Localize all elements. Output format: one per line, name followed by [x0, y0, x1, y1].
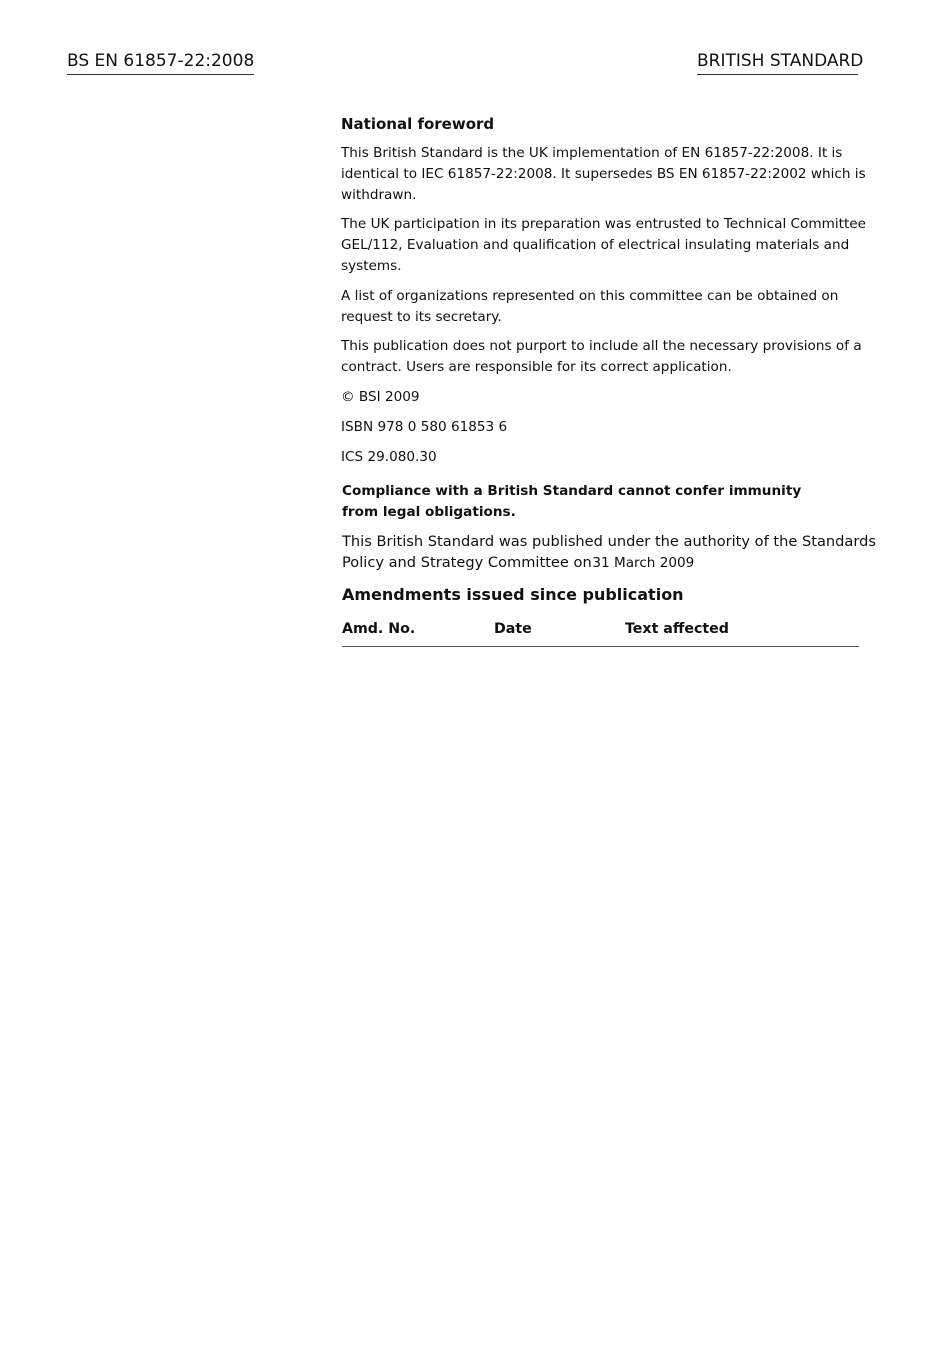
header-standard-label: BRITISH STANDARD: [697, 50, 858, 75]
isbn-line: ISBN 978 0 580 61853 6: [341, 418, 508, 435]
compliance-statement: Compliance with a British Standard cannot confer immunity from legal obligations.: [342, 483, 802, 521]
amendments-column-number: Amd. No.: [342, 620, 416, 637]
header-document-number: BS EN 61857-22:2008: [67, 50, 254, 75]
foreword-paragraph-provisions: This publication does not purport to include all the necessary provisions of a contract. Users are responsible for its correct application.: [341, 338, 862, 376]
amendments-table-header: [342, 618, 859, 647]
foreword-paragraph-organizations: A list of organizations represented on this committee can be obtained on request to its secretary.: [341, 287, 839, 325]
amendments-title: Amendments issued since publication: [342, 584, 684, 604]
amendments-column-text-affected: Text affected: [625, 620, 729, 637]
publication-date: 31 March 2009: [592, 554, 695, 571]
publication-text: This British Standard was published under the authority of the Standards Policy and Strategy Committee on: [342, 532, 876, 571]
foreword-heading: National foreword: [341, 115, 495, 133]
ics-line: ICS 29.080.30: [341, 448, 437, 465]
foreword-paragraph-participation: The UK participation in its preparation was entrusted to Technical Committee GEL/112, Evaluation and qualification of electrical insulating materials and systems.: [341, 216, 867, 274]
copyright-line: © BSI 2009: [341, 388, 420, 405]
national-foreword-section: [341, 114, 876, 647]
amendments-column-date: Date: [494, 620, 532, 637]
foreword-paragraph-implementation: This British Standard is the UK implementation of EN 61857-22:2008. It is identical to IEC 61857-22:2008. It supersedes BS EN 61857-22:2002 which is withdrawn.: [341, 145, 866, 203]
publication-statement: [342, 532, 876, 574]
